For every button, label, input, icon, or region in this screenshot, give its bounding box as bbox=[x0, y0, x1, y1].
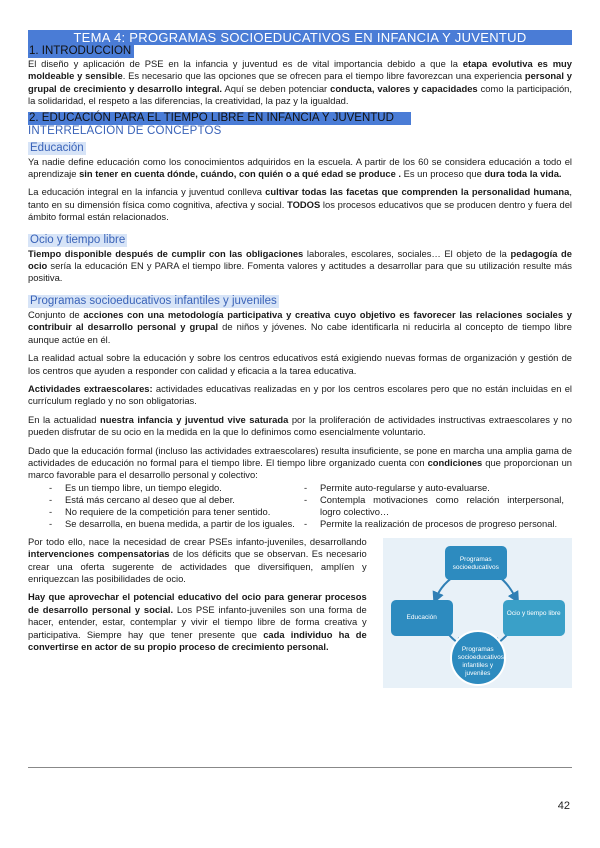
programs-paragraph-1: Conjunto de acciones con una metodología participativa y creativa cuyo objetivo es favorecer las relaciones sociales y contribuir al desarrollo personal y grupal de niños y jóvenes. No cabe identificarla ni reducirla al concepto de tiempo libre aunque actúe en él. bbox=[28, 308, 573, 345]
page bbox=[28, 30, 572, 688]
programs-paragraph-2: La realidad actual sobre la educación y sobre los centros educativos está exigiendo nuevas formas de organización y gestión de los centros que ayuden a responder con calidad y eficacia a la tarea educativa. bbox=[28, 352, 572, 376]
concepts-diagram bbox=[383, 538, 572, 688]
list-item: - No requiere de la competición para tener sentido. bbox=[28, 506, 300, 518]
subheading-programs: Programas socioeducativos infantiles y juveniles bbox=[30, 294, 277, 307]
list-item: - Está más cercano al deseo que al deber. bbox=[28, 494, 300, 506]
education-paragraph-1: Ya nadie define educación como los conocimientos adquiridos en la escuela. A partir de los 60 se considera educación a todo el aprendizaje sin tener en cuenta dónde, cuándo, con quién o a qué edad se produce . Es un proceso que dura toda la vida. bbox=[28, 155, 572, 180]
programs-paragraph-4: En la actualidad nuestra infancia y juventud vive saturada por la proliferación de actividades instructivas extraescolares y no pueden disfrutar de su ocio en la medida en la que lo definimos como esencialmente voluntario. bbox=[28, 413, 572, 438]
subheading-concepts: INTERRELACION DE CONCEPTOS bbox=[28, 124, 222, 137]
footer-rule bbox=[28, 767, 572, 768]
diagram-node-leisure: Ocio y tiempo libre bbox=[506, 609, 561, 617]
subheading-education: Educación bbox=[30, 141, 84, 154]
page-title: TEMA 4: PROGRAMAS SOCIOEDUCATIVOS EN INFANCIA Y JUVENTUD bbox=[28, 30, 572, 45]
list-item: - Contempla motivaciones como relación interpersonal, logro colectivo… bbox=[300, 494, 572, 518]
diagram-node-center: Programas socioeducativos infantiles y juveniles bbox=[457, 645, 504, 677]
list-item: - Permite auto-regularse y auto-evaluarse. bbox=[300, 482, 572, 494]
programs-paragraph-6: Por todo ello, nace la necesidad de crear PSEs infanto-juveniles, desarrollando intervenciones compensatorias de los déficits que se observan. Es necesario crear una oferta sugerente de actividades que diversifiquen, amplíen y enriquezcan las posibilidades de ocio. bbox=[28, 535, 367, 584]
subheading-leisure: Ocio y tiempo libre bbox=[30, 233, 126, 246]
list-item: - Permite la realización de procesos de progreso personal. bbox=[300, 518, 572, 530]
page-number: 42 bbox=[557, 800, 570, 812]
education-paragraph-2: La educación integral en la infancia y juventud conlleva cultivar todas las facetas que comprenden la personalidad humana, tanto en su dimensión física como cognitiva, afectiva y social. TODOS los procesos educativos que se producen dentro y fuera del ámbito formal están relacionados. bbox=[28, 186, 572, 223]
section-heading-intro: 1. INTRODUCCION bbox=[28, 45, 134, 58]
diagram-node-programs: Programas socioeducativos bbox=[452, 555, 499, 571]
programs-paragraph-5: Dado que la educación formal (incluso las actividades extraescolares) resulta insuficiente, se pone en marcha una amplia gama de actividades de educación no formal para el tiempo libre. El tiempo libre organizado cuenta con condiciones que proporcionan un marco favorable para el desarrollo personal y colectivo: bbox=[28, 444, 573, 481]
leisure-paragraph: Tiempo disponible después de cumplir con las obligaciones laborales, escolares, sociales… El objeto de la pedagogía de ocio sería la educación EN y PARA el tiempo libre. Fomenta valores y actitudes a desarrollar para que su utilización resulte más positiva. bbox=[28, 247, 572, 284]
list-item: - Es un tiempo libre, un tiempo elegido. bbox=[28, 482, 300, 494]
programs-paragraph-3: Actividades extraescolares: actividades educativas realizadas en y por los centros escolares pero que no están incluidas en el currículum reglado y no son obligatorias. bbox=[28, 382, 572, 407]
diagram-node-education: Educación bbox=[406, 613, 437, 621]
section-heading-education: 2. EDUCACIÓN PARA EL TIEMPO LIBRE EN INFANCIA Y JUVENTUD bbox=[28, 112, 411, 125]
list-item: - Se desarrolla, en buena medida, a partir de los iguales. bbox=[28, 518, 300, 530]
programs-paragraph-7: Hay que aprovechar el potencial educativo del ocio para generar procesos de desarrollo personal y social. Los PSE infanto-juveniles son una forma de hacer, entender, estar, contemplar y vivir el tiempo libre de forma creativa y participativa. Siempre hay que tener presente que cada individuo ha de convertirse en actor de su propio proceso de crecimiento personal. bbox=[28, 591, 367, 652]
conditions-list bbox=[28, 482, 572, 530]
intro-paragraph: El diseño y aplicación de PSE en la infancia y juventud es de vital importancia debido a que la etapa evolutiva es muy moldeable y sensible. Es necesario que las opciones que se ofrecen para el tiempo libre favorezcan una experiencia personal y grupal de crecimiento y desarrollo integral. Aquí se deben potenciar conducta, valores y capacidades como la participación, la solidaridad, el respeto a las diferencias, la creatividad, la paz y la igualdad. bbox=[28, 58, 572, 107]
